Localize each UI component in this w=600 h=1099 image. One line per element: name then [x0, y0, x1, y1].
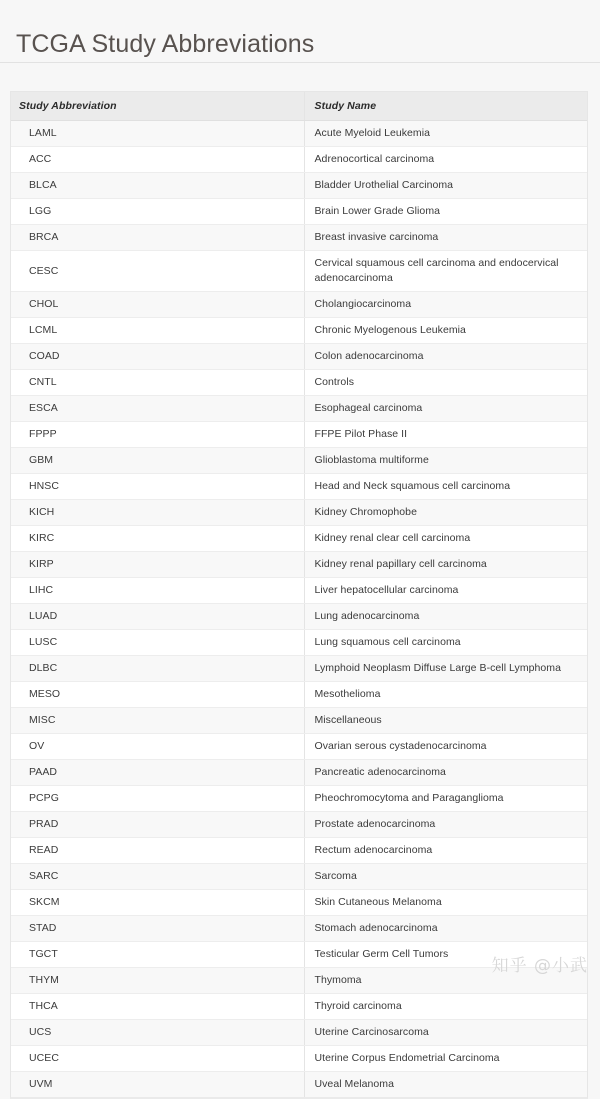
cell-study-name: Uterine Carcinosarcoma	[304, 1020, 587, 1046]
cell-study-name: Sarcoma	[304, 864, 587, 890]
table-row	[11, 916, 587, 942]
cell-study-name: Bladder Urothelial Carcinoma	[304, 173, 587, 199]
table-row	[11, 994, 587, 1020]
cell-study-abbreviation: LGG	[11, 199, 304, 225]
title-divider	[0, 62, 600, 63]
cell-study-abbreviation: READ	[11, 838, 304, 864]
table-row	[11, 838, 587, 864]
table-row	[11, 292, 587, 318]
table-header-row	[11, 92, 587, 121]
cell-study-abbreviation: THCA	[11, 994, 304, 1020]
table-row	[11, 786, 587, 812]
cell-study-abbreviation: UVM	[11, 1072, 304, 1098]
table-row	[11, 1072, 587, 1098]
cell-study-name: Kidney renal papillary cell carcinoma	[304, 552, 587, 578]
table-row	[11, 812, 587, 838]
table-row	[11, 448, 587, 474]
table-row	[11, 604, 587, 630]
cell-study-abbreviation: COAD	[11, 344, 304, 370]
cell-study-name: Liver hepatocellular carcinoma	[304, 578, 587, 604]
table-row	[11, 396, 587, 422]
cell-study-name: Thymoma	[304, 968, 587, 994]
cell-study-abbreviation: ESCA	[11, 396, 304, 422]
cell-study-name: Lymphoid Neoplasm Diffuse Large B-cell Lymphoma	[304, 656, 587, 682]
table-header	[11, 92, 587, 121]
cell-study-name: Pancreatic adenocarcinoma	[304, 760, 587, 786]
column-header-study-name: Study Name	[304, 92, 587, 121]
cell-study-abbreviation: PRAD	[11, 812, 304, 838]
cell-study-abbreviation: CESC	[11, 251, 304, 292]
table-row	[11, 251, 587, 292]
table-row	[11, 578, 587, 604]
cell-study-name: Adrenocortical carcinoma	[304, 147, 587, 173]
cell-study-name: Ovarian serous cystadenocarcinoma	[304, 734, 587, 760]
table-row	[11, 760, 587, 786]
cell-study-abbreviation: CNTL	[11, 370, 304, 396]
cell-study-abbreviation: SARC	[11, 864, 304, 890]
table-row	[11, 890, 587, 916]
cell-study-name: Controls	[304, 370, 587, 396]
cell-study-abbreviation: OV	[11, 734, 304, 760]
cell-study-name: Uterine Corpus Endometrial Carcinoma	[304, 1046, 587, 1072]
table-row	[11, 1020, 587, 1046]
cell-study-name: Esophageal carcinoma	[304, 396, 587, 422]
table-row	[11, 526, 587, 552]
table-row	[11, 474, 587, 500]
cell-study-abbreviation: DLBC	[11, 656, 304, 682]
cell-study-abbreviation: MISC	[11, 708, 304, 734]
cell-study-abbreviation: TGCT	[11, 942, 304, 968]
cell-study-name: FFPE Pilot Phase II	[304, 422, 587, 448]
cell-study-name: Skin Cutaneous Melanoma	[304, 890, 587, 916]
table-row	[11, 734, 587, 760]
cell-study-name: Mesothelioma	[304, 682, 587, 708]
table-row	[11, 682, 587, 708]
table-row	[11, 121, 587, 147]
abbreviations-table-container	[10, 91, 588, 1099]
cell-study-abbreviation: CHOL	[11, 292, 304, 318]
cell-study-abbreviation: ACC	[11, 147, 304, 173]
cell-study-name: Acute Myeloid Leukemia	[304, 121, 587, 147]
cell-study-abbreviation: BLCA	[11, 173, 304, 199]
cell-study-name: Rectum adenocarcinoma	[304, 838, 587, 864]
cell-study-name: Pheochromocytoma and Paraganglioma	[304, 786, 587, 812]
cell-study-abbreviation: PAAD	[11, 760, 304, 786]
table-row	[11, 318, 587, 344]
cell-study-name: Colon adenocarcinoma	[304, 344, 587, 370]
cell-study-name: Testicular Germ Cell Tumors	[304, 942, 587, 968]
cell-study-name: Glioblastoma multiforme	[304, 448, 587, 474]
cell-study-abbreviation: KICH	[11, 500, 304, 526]
column-header-study-abbreviation: Study Abbreviation	[11, 92, 304, 121]
cell-study-abbreviation: LAML	[11, 121, 304, 147]
cell-study-name: Kidney Chromophobe	[304, 500, 587, 526]
cell-study-abbreviation: LUAD	[11, 604, 304, 630]
table-row	[11, 199, 587, 225]
cell-study-name: Kidney renal clear cell carcinoma	[304, 526, 587, 552]
table-body	[11, 121, 587, 1098]
table-row	[11, 630, 587, 656]
cell-study-name: Lung squamous cell carcinoma	[304, 630, 587, 656]
cell-study-abbreviation: HNSC	[11, 474, 304, 500]
cell-study-name: Brain Lower Grade Glioma	[304, 199, 587, 225]
cell-study-abbreviation: KIRC	[11, 526, 304, 552]
table-row	[11, 370, 587, 396]
cell-study-name: Stomach adenocarcinoma	[304, 916, 587, 942]
cell-study-abbreviation: LCML	[11, 318, 304, 344]
cell-study-abbreviation: KIRP	[11, 552, 304, 578]
cell-study-name: Miscellaneous	[304, 708, 587, 734]
abbreviations-table	[11, 92, 587, 1097]
table-row	[11, 864, 587, 890]
cell-study-abbreviation: UCS	[11, 1020, 304, 1046]
cell-study-abbreviation: FPPP	[11, 422, 304, 448]
cell-study-abbreviation: SKCM	[11, 890, 304, 916]
cell-study-abbreviation: STAD	[11, 916, 304, 942]
table-row	[11, 968, 587, 994]
page-title: TCGA Study Abbreviations	[16, 29, 315, 58]
table-row	[11, 422, 587, 448]
cell-study-abbreviation: UCEC	[11, 1046, 304, 1072]
table-row	[11, 1046, 587, 1072]
table-row	[11, 344, 587, 370]
cell-study-abbreviation: THYM	[11, 968, 304, 994]
cell-study-name: Head and Neck squamous cell carcinoma	[304, 474, 587, 500]
table-row	[11, 708, 587, 734]
table-row	[11, 147, 587, 173]
cell-study-abbreviation: PCPG	[11, 786, 304, 812]
table-row	[11, 552, 587, 578]
cell-study-name: Cholangiocarcinoma	[304, 292, 587, 318]
table-row	[11, 225, 587, 251]
cell-study-name: Lung adenocarcinoma	[304, 604, 587, 630]
cell-study-abbreviation: MESO	[11, 682, 304, 708]
cell-study-name: Cervical squamous cell carcinoma and endocervical adenocarcinoma	[304, 251, 587, 292]
table-row	[11, 656, 587, 682]
watermark: 知乎 @小武	[491, 956, 588, 976]
table-row	[11, 173, 587, 199]
table-row	[11, 942, 587, 968]
cell-study-abbreviation: BRCA	[11, 225, 304, 251]
cell-study-name: Uveal Melanoma	[304, 1072, 587, 1098]
cell-study-abbreviation: LIHC	[11, 578, 304, 604]
cell-study-abbreviation: GBM	[11, 448, 304, 474]
cell-study-name: Prostate adenocarcinoma	[304, 812, 587, 838]
cell-study-name: Thyroid carcinoma	[304, 994, 587, 1020]
cell-study-abbreviation: LUSC	[11, 630, 304, 656]
cell-study-name: Chronic Myelogenous Leukemia	[304, 318, 587, 344]
table-row	[11, 500, 587, 526]
cell-study-name: Breast invasive carcinoma	[304, 225, 587, 251]
